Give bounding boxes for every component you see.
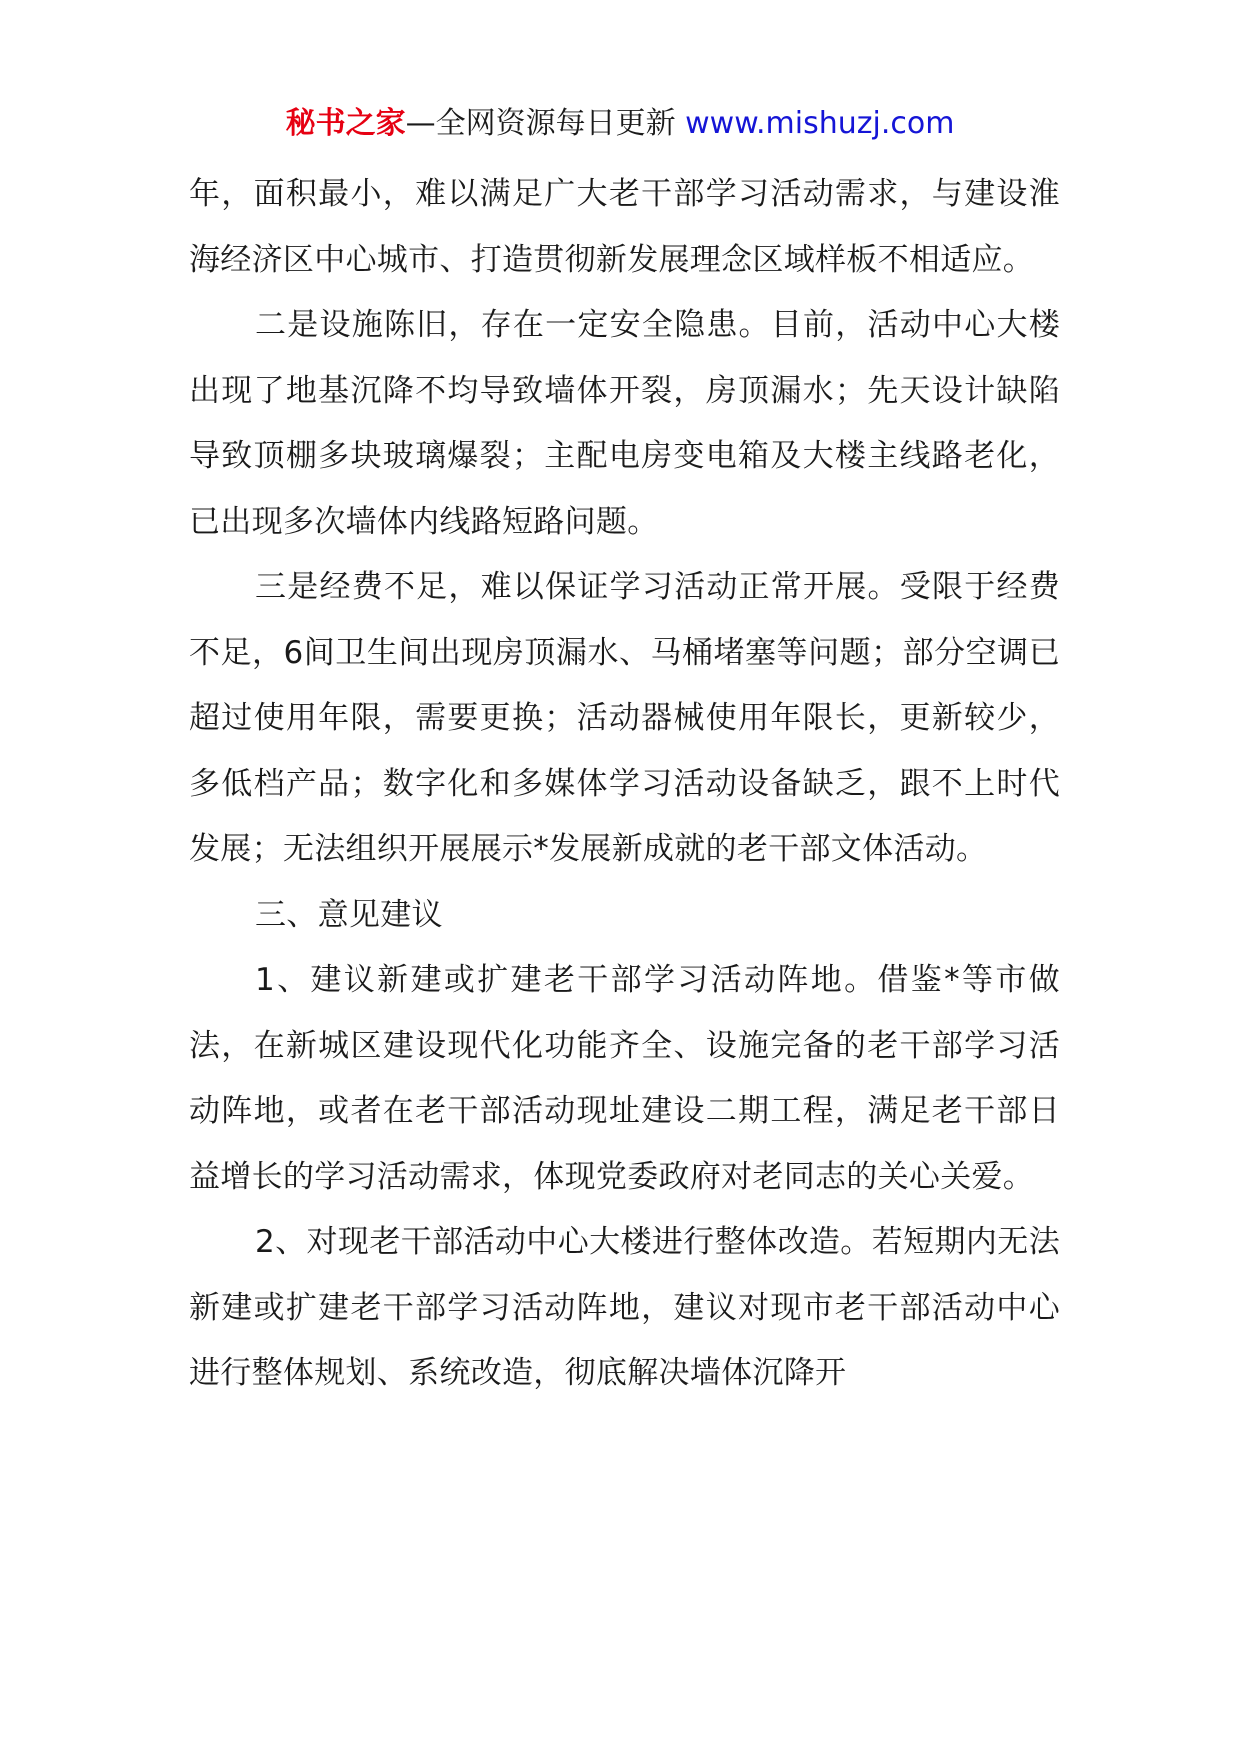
paragraph-1: 年，面积最小，难以满足广大老干部学习活动需求，与建设淮海经济区中心城市、打造贯彻新发展理念区域样板不相适应。	[189, 176, 1060, 278]
site-brand: 秘书之家	[285, 106, 406, 141]
section-heading-suggestions: 三、意见建议	[255, 896, 443, 933]
paragraph-4: 1、建议新建或扩建老干部学习活动阵地。借鉴*等市做法，在新城区建设现代化功能齐全、设施完备的老干部学习活动阵地，或者在老干部活动现址建设二期工程，满足老干部日益增长的学习活动需求，体现党委政府对老同志的关心关爱。	[189, 962, 1060, 1195]
paragraph-5: 2、对现老干部活动中心大楼进行整体改造。若短期内无法新建或扩建老干部学习活动阵地，建议对现市老干部活动中心进行整体规划、系统改造，彻底解决墙体沉降开	[189, 1224, 1060, 1391]
document-body	[189, 162, 1060, 1407]
site-header	[0, 101, 1240, 147]
site-tagline: —全网资源每日更新	[405, 106, 686, 141]
paragraph-2: 二是设施陈旧，存在一定安全隐患。目前，活动中心大楼出现了地基沉降不均导致墙体开裂，房顶漏水；先天设计缺陷导致顶棚多块玻璃爆裂；主配电房变电箱及大楼主线路老化，已出现多次墙体内线路短路问题。	[189, 307, 1060, 540]
site-url: www.mishuzj.com	[685, 106, 955, 141]
paragraph-3: 三是经费不足，难以保证学习活动正常开展。受限于经费不足，6间卫生间出现房顶漏水、马桶堵塞等问题；部分空调已超过使用年限，需要更换；活动器械使用年限长，更新较少，多低档产品；数字化和多媒体学习活动设备缺乏，跟不上时代发展；无法组织开展展示*发展新成就的老干部文体活动。	[189, 569, 1060, 867]
